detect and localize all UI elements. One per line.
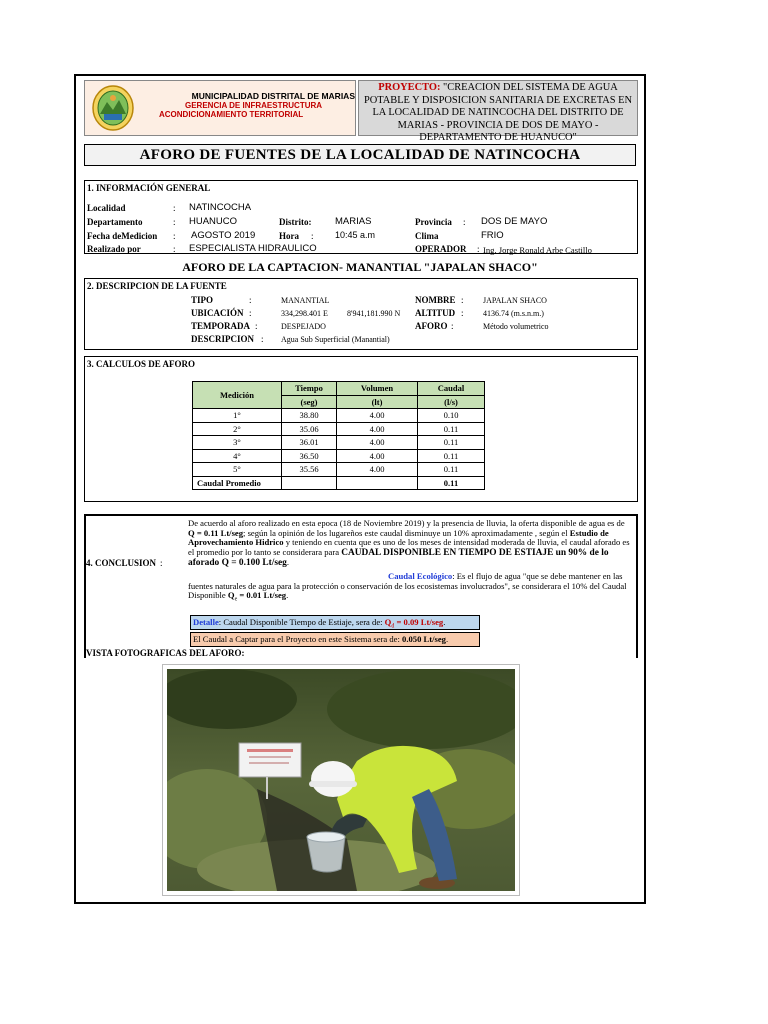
ecological-flow-paragraph: Caudal Ecológico: Es el flujo de agua "que se debe mantener en las fuentes naturales de agua para la protección o conservación de los ecosistemas involucrados", se considerara el 10% del Caudal Disponible $Q_e = 0.01$ Lt/seg. [188, 571, 627, 603]
header-municipality [84, 80, 356, 136]
project-label: PROYECTO: [378, 82, 441, 93]
section-source-description [84, 278, 638, 350]
header-tiempo-unit: (seg) [282, 395, 337, 409]
section3-title: 3. CALCULOS DE AFORO [87, 359, 196, 369]
cell-caudal: 0.11 [418, 449, 485, 463]
project-text: "CREACION DEL SISTEMA DE AGUA POTABLE Y DISPOSICION SANITARIA DE EXCRETAS EN LA LOCALIDAD DE NATINCOCHA DEL DISTRITO DE MARIAS - PROVINCIA DE DOS DE MAYO - DEPARTAMENTO DE HUANUCO" [363, 82, 633, 144]
departamento-label: Departamento [87, 217, 143, 227]
tipo-value: MANANTIAL [281, 296, 330, 305]
header-project [358, 80, 638, 144]
table-row [193, 449, 485, 463]
field-photo-image [167, 669, 515, 891]
realizado-label: Realizado por [87, 244, 141, 254]
colon: : [249, 308, 252, 318]
localidad-value: NATINCOCHA [189, 202, 252, 213]
cell-caudal: 0.10 [418, 409, 485, 423]
aforo-table [192, 381, 485, 490]
colon: : [461, 308, 464, 318]
section4-title: 4. CONCLUSION [86, 558, 157, 568]
colon: : [173, 217, 176, 227]
estudio-label: Estudio de Aprovechamiento Hidrico [188, 527, 609, 548]
cell-caudal: 0.11 [418, 422, 485, 436]
colon: : [451, 321, 454, 331]
clima-label: Clima [415, 231, 439, 241]
tipo-label: TIPO [191, 295, 214, 305]
cell-volumen: 4.00 [337, 463, 418, 477]
cell-medicion: 4° [193, 449, 282, 463]
temporada-value: DESPEJADO [281, 322, 326, 331]
hora-label: Hora [279, 231, 299, 241]
caudal-q: Q = 0.11 Lt/seg [188, 527, 244, 538]
descripcion-label: DESCRIPCION [191, 334, 255, 344]
captar-box: El Caudal a Captar para el Proyecto en este Sistema sera de: 0.050 Lt/seg. [190, 632, 480, 647]
municipal-seal-icon [91, 84, 135, 132]
colon: : [173, 231, 176, 241]
cell-volumen: 4.00 [337, 409, 418, 423]
departamento-value: HUANUCO [189, 216, 238, 227]
table-row [193, 422, 485, 436]
colon: : [477, 244, 480, 254]
nombre-label: NOMBRE [415, 295, 456, 305]
gerencia-label: GERENCIA DE INFRAESTRUCTURA [185, 101, 323, 110]
header-caudal: Caudal [418, 382, 485, 396]
detalle-box: Detalle: Caudal Disponible Tiempo de Estiaje, sera de: $Q_d = 0.09$ Lt/seg. [190, 615, 480, 630]
hora-value: 10:45 a.m [335, 230, 376, 240]
colon: : [160, 558, 163, 568]
vista-label: VISTA FOTOGRAFICAS DEL AFORO: [86, 648, 245, 658]
acondicionamiento-label: ACONDICIONAMIENTO TERRITORIAL [159, 110, 304, 119]
operador-label: OPERADOR [415, 244, 467, 254]
cell-tiempo: 35.56 [282, 463, 337, 477]
page-title: AFORO DE FUENTES DE LA LOCALIDAD DE NATINCOCHA [84, 144, 636, 166]
distrito-value: MARIAS [335, 216, 372, 227]
captacion-title: AFORO DE LA CAPTACION- MANANTIAL "JAPALAN SHACO" [182, 260, 538, 274]
temporada-label: TEMPORADA [191, 321, 250, 331]
cell-medicion: 2° [193, 422, 282, 436]
clima-value: FRIO [481, 230, 504, 241]
nombre-value: JAPALAN SHACO [483, 296, 547, 305]
table-row [193, 409, 485, 423]
cell-caudal: 0.11 [418, 463, 485, 477]
cell-volumen: 4.00 [337, 422, 418, 436]
average-value: 0.11 [418, 476, 485, 490]
altitud-label: ALTITUD [415, 308, 456, 318]
cell-caudal: 0.11 [418, 436, 485, 450]
aforo-label: AFORO [415, 321, 448, 331]
detalle-value: = 0.09 Lt/seg [394, 617, 444, 627]
cell-tiempo: 35.06 [282, 422, 337, 436]
cell-medicion: 5° [193, 463, 282, 477]
colon: : [461, 295, 464, 305]
descripcion-value: Agua Sub Superficial (Manantial) [281, 335, 390, 344]
municipality-name: MUNICIPALIDAD DISTRITAL DE MARIAS [191, 91, 355, 101]
table-row-average [193, 476, 485, 490]
cell-tiempo: 36.01 [282, 436, 337, 450]
section1-title: 1. INFORMACIÓN GENERAL [87, 183, 211, 193]
aforo-value: Método volumetrico [483, 322, 549, 331]
cell-tiempo: 36.50 [282, 449, 337, 463]
header-tiempo: Tiempo [282, 382, 337, 396]
realizado-value: ESPECIALISTA HIDRAULICO [189, 243, 317, 254]
document-page [74, 74, 646, 904]
detalle-label: Detalle [193, 617, 219, 627]
cell-volumen: 4.00 [337, 436, 418, 450]
ubicacion-este: 334,298.401 E [281, 309, 328, 318]
field-photo-frame [162, 664, 520, 896]
operador-value: Ing. Jorge Ronald Arbe Castillo [483, 245, 592, 255]
colon: : [261, 334, 264, 344]
caudal-disponible: CAUDAL DISPONIBLE EN TIEMPO DE ESTIAJE un 90% de lo aforado Q = 0.100 Lt/seg [188, 547, 609, 569]
fecha-label: Fecha deMedicion [87, 231, 158, 241]
cell-medicion: 1° [193, 409, 282, 423]
localidad-label: Localidad [87, 203, 126, 213]
colon: : [173, 244, 176, 254]
captar-value: 0.050 Lt/seg [402, 634, 446, 644]
table-row [193, 463, 485, 477]
table-row [193, 436, 485, 450]
fecha-value: AGOSTO 2019 [191, 230, 256, 241]
distrito-label: Distrito: [279, 217, 312, 227]
colon: : [463, 217, 466, 227]
average-label: Caudal Promedio [193, 476, 282, 490]
colon: : [255, 321, 258, 331]
colon: : [173, 203, 176, 213]
cell-volumen: 4.00 [337, 449, 418, 463]
header-volumen-unit: (lt) [337, 395, 418, 409]
colon: : [249, 295, 252, 305]
conclusion-paragraph: De acuerdo al aforo realizado en esta epoca (18 de Noviembre 2019) y la presencia de lluvia, la oferta disponible de agua es de Q = 0.11 Lt/seg; según la opinión de los lugareños este caudal disminuye un 10% aproximadamente , según el Estudio de Aprovechamiento Hidrico y teniendo en cuenta que es uno de los meses de intensidad moderada de lluvia, el caudal aforado es el promedio por lo tanto se considerara para CAUDAL DISPONIBLE EN TIEMPO DE ESTIAJE un 90% de lo aforado Q = 0.100 Lt/seg. [188, 518, 630, 569]
header-caudal-unit: (l/s) [418, 395, 485, 409]
provincia-value: DOS DE MAYO [481, 216, 548, 227]
section2-title: 2. DESCRIPCION DE LA FUENTE [87, 281, 227, 291]
cell-medicion: 3° [193, 436, 282, 450]
header-medicion: Medición [193, 382, 282, 409]
caudal-ecologico-label: Caudal Ecológico [388, 571, 453, 581]
ubicacion-norte: 8'941,181.990 N [347, 309, 401, 318]
altitud-value: 4136.74 (m.s.n.m.) [483, 309, 544, 318]
colon: : [311, 231, 314, 241]
ubicacion-label: UBICACIÓN [191, 308, 244, 318]
header-volumen: Volumen [337, 382, 418, 396]
provincia-label: Provincia [415, 217, 452, 227]
cell-tiempo: 38.80 [282, 409, 337, 423]
section-general-info [84, 180, 638, 254]
